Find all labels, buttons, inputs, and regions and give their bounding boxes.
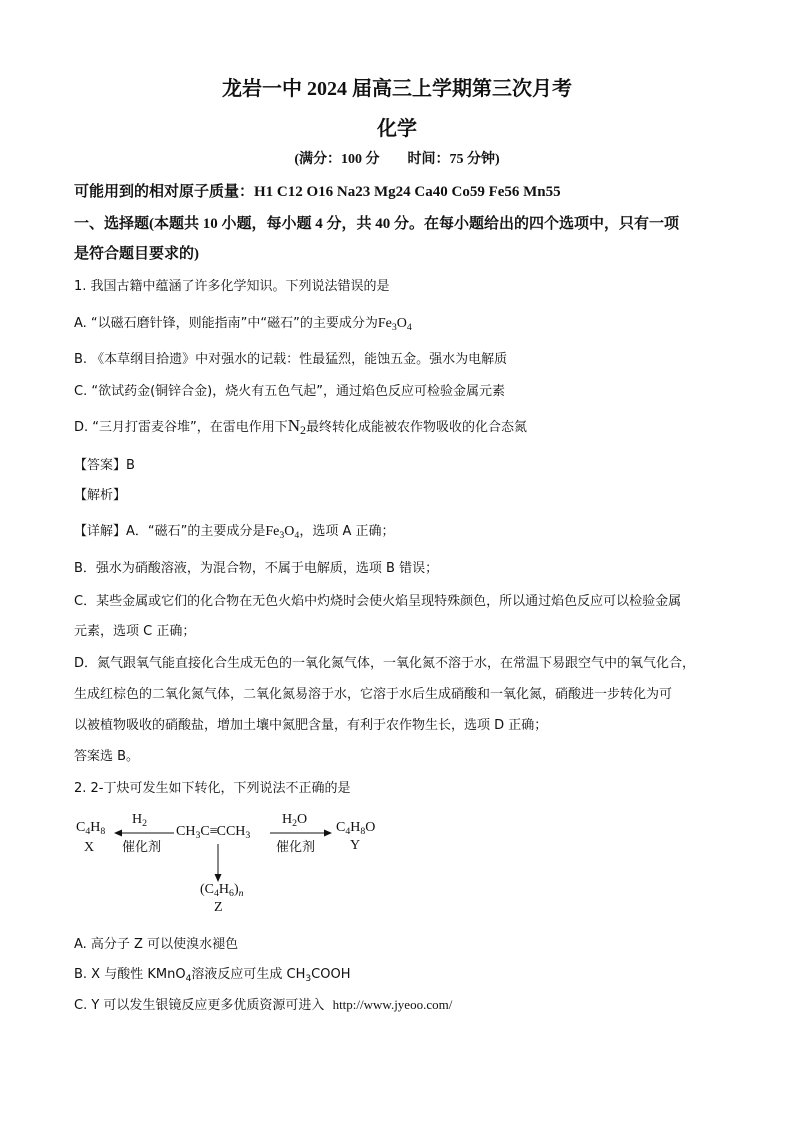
exam-title: 龙岩一中 2024 届高三上学期第三次月考: [222, 78, 572, 100]
q2-option-b: B. X 与酸性 KMnO$_4$溶液反应可生成 $CH_3COOH$: [74, 967, 351, 984]
q1-answer: 【答案】B: [74, 458, 135, 473]
down-arrow: [213, 844, 223, 882]
h2-reagent: $H_2$: [132, 812, 148, 829]
q1-detail-c2: 元素，选项 C 正确；: [74, 624, 196, 639]
section-heading-line2: 是符合题目要求的): [74, 246, 199, 262]
q2-option-c: [74, 994, 452, 1013]
product-x-label: X: [84, 840, 95, 855]
q1-detail-a-post: ，选项 A 正确；: [299, 524, 395, 539]
catalyst-left: 催化剂: [122, 840, 162, 855]
q1-detail-d3: 以被植物吸收的硝酸盐，增加土壤中氮肥含量，有利于农作物生长，选项 D 正确；: [74, 718, 548, 733]
jyeoo-link[interactable]: http://www.jyeoo.com/: [332, 997, 453, 1012]
2-butyne-formula: $CH_3C\equiv CCH_3$: [176, 824, 251, 841]
product-z-formula: $(C_4H_6)_n$: [200, 882, 244, 899]
q1-detail-a: [74, 520, 394, 540]
q1-detail-d1: D．氮气跟氧气能直接化合生成无色的一氧化氮气体，一氧化氮不溶于水，在常温下易跟空气中的氧气化合，: [74, 656, 696, 671]
q1-detail-b: B．强水为硝酸溶液，为混合物，不属于电解质，选项 B 错误；: [74, 561, 439, 576]
q1-option-c: C. “欲试药金(铜锌合金)，烧火有五色气起”，通过焰色反应可检验金属元素: [74, 384, 505, 399]
q1-detail-d2: 生成红棕色的二氧化氮气体，二氧化氮易溶于水，它溶于水后生成硝酸和一氧化氮，硝酸进一步转化为可: [74, 687, 673, 702]
product-x-formula: $C_4H_8$: [76, 820, 106, 837]
q1-option-d-pre: D. “三月打雷麦谷堆”，在雷电作用下: [74, 420, 288, 435]
catalyst-right: 催化剂: [276, 840, 316, 855]
q1-stem: 1. 我国古籍中蕴涵了许多化学知识。下列说法错误的是: [74, 279, 390, 294]
section-heading-line1: 一、选择题(本题共 10 小题，每小题 4 分，共 40 分。在每小题给出的四个选项中，只有一项: [74, 216, 679, 232]
h2o-reagent: $H_2O$: [282, 812, 308, 829]
fe3o4-formula: $Fe_3O_4$: [377, 316, 412, 333]
n2-formula: $N_2$: [287, 416, 306, 437]
q2-option-b-post: 溶液反应可生成 CH: [191, 967, 306, 982]
q1-conclusion: 答案选 B。: [74, 749, 140, 764]
product-y-formula: $C_4H_8O$: [336, 820, 376, 837]
subject-title: 化学: [377, 118, 417, 140]
q1-analysis-head: 【解析】: [74, 488, 127, 503]
q1-option-b: B. 《本草纲目拾遗》中对强水的记载：性最猛烈，能蚀五金。强水为电解质: [74, 352, 508, 367]
exam-meta: (满分：100 分 时间：75 分钟): [294, 152, 500, 167]
product-y-label: Y: [350, 838, 361, 853]
atomic-mass-line: 可能用到的相对原子质量：H1 C12 O16 Na23 Mg24 Ca40 Co59 Fe56 Mn55: [74, 184, 561, 200]
q1-option-a: [74, 312, 412, 332]
q1-detail-c1: C．某些金属或它们的化合物在无色火焰中灼烧时会使火焰呈现特殊颜色，所以通过焰色反应可以检验金属: [74, 594, 682, 609]
q2-option-a: A. 高分子 Z 可以使溴水褪色: [74, 937, 239, 952]
reaction-scheme: [74, 810, 414, 920]
q1-option-d-post: 最终转化成能被农作物吸收的化合态氮: [305, 420, 527, 435]
fe3o4-formula-2: $Fe_3O_4$: [265, 524, 300, 541]
q2-option-b-end: COOH: [311, 967, 351, 982]
q1-option-d: [74, 416, 527, 436]
q1-option-a-text: A. “以磁石磨针锋，则能指南”中“磁石”的主要成分为: [74, 316, 378, 331]
q2-stem: 2. 2-丁炔可发生如下转化，下列说法不正确的是: [74, 781, 351, 796]
q2-option-b-pre: B. X 与酸性 KMnO: [74, 967, 186, 982]
q2-option-c-text: C. Y 可以发生银镜反应更多优质资源可进入: [74, 998, 325, 1013]
q1-detail-a-pre: 【详解】A．“磁石”的主要成分是: [74, 524, 266, 539]
product-z-label: Z: [214, 900, 223, 915]
